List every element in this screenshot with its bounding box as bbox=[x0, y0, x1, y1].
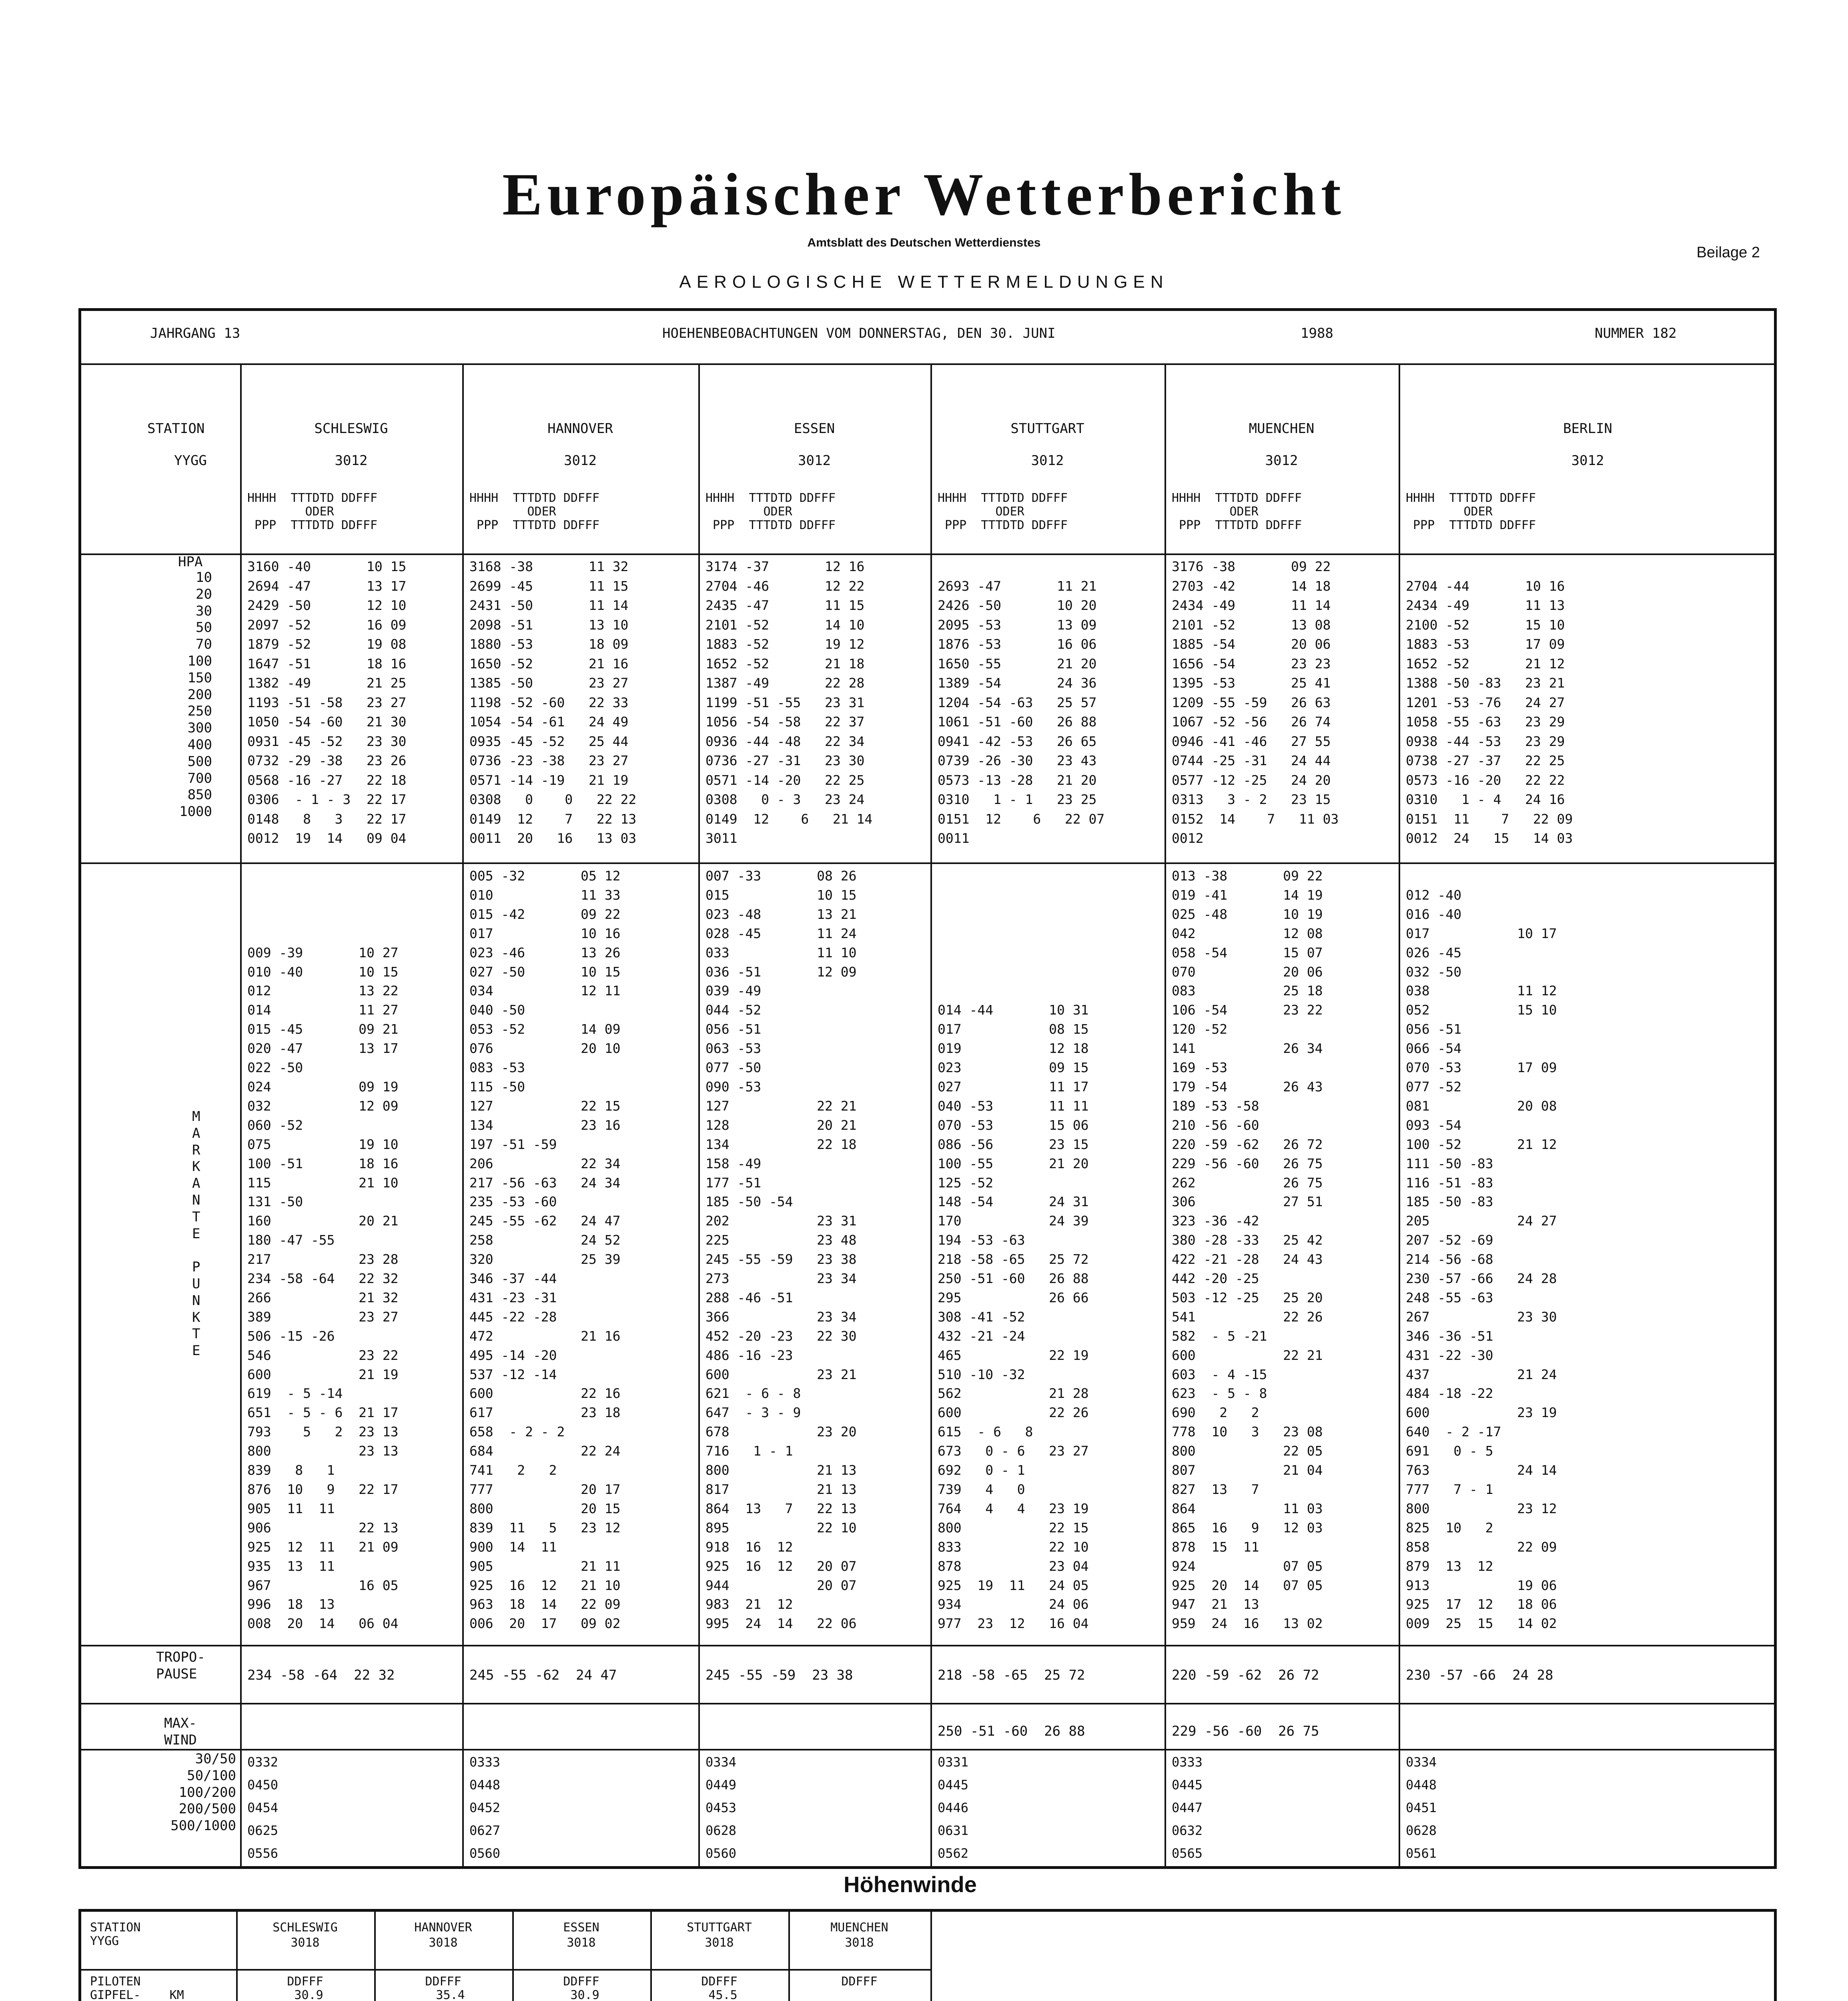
hw-col-divider bbox=[236, 1909, 238, 2001]
station-name: BERLIN bbox=[1563, 421, 1612, 437]
station-name: ESSEN bbox=[794, 421, 835, 437]
hw-station-yygg: 3018 bbox=[845, 1936, 874, 1950]
hw-station-label: STATION YYGG bbox=[90, 1921, 141, 1948]
hw-station-name: HANNOVER bbox=[414, 1921, 472, 1935]
tropopause-label: TROPO- PAUSE bbox=[156, 1649, 205, 1682]
thickness-values: 0333 0445 0447 0632 0565 bbox=[1172, 1754, 1203, 1861]
upper-row-divider bbox=[78, 862, 1777, 864]
hw-station-name: SCHLESWIG bbox=[273, 1921, 338, 1935]
upper-col-divider bbox=[1165, 363, 1166, 1869]
upper-row-divider bbox=[78, 1749, 1777, 1750]
yygg-label: YYGG bbox=[174, 453, 207, 469]
hw-pilot-values: DDFFF bbox=[841, 1975, 878, 1989]
column-header: ODER bbox=[1406, 505, 1493, 519]
marked-points: 012 -40 016 -40 017 10 17 026 -45 032 -50 038 11 12 052 15 10 056 -51 066 -54 070 -53 17 09 077 -52 081 20 08 093 -54 100 -52 21 12 111 -50 -83 116 -51 -83 185 -50 -83 205 24 27 207 -52 -69 214 -56 -68 230 -57 -66 24 28 248 -55 -63 267 23 30 346 -36 -51 431 -22 -30 437 21 24 484 -18 -22 600 23 19 640 - 2 -17 691 0 - 5 763 24 14 777 7 - 1 800 23 12 825 10 2 858 22 09 879 13 12 913 19 06 925 17 12 18 06 009 25 15 14 02 bbox=[1406, 887, 1557, 1632]
station-name: STUTTGART bbox=[1010, 421, 1084, 437]
tropopause-value: 234 -58 -64 22 32 bbox=[247, 1667, 395, 1683]
column-header: ODER bbox=[938, 505, 1024, 519]
column-header: PPP TTTDTD DDFFF bbox=[247, 518, 378, 532]
upper-col-divider bbox=[1399, 363, 1400, 1869]
column-header: HHHH TTTDTD DDFFF bbox=[247, 491, 378, 505]
hw-row-divider bbox=[78, 1969, 930, 1971]
hw-pilot-values: DDFFF 30.9 bbox=[563, 1975, 599, 2001]
volume-label: JAHRGANG 13 bbox=[150, 325, 241, 341]
column-header: PPP TTTDTD DDFFF bbox=[1406, 518, 1536, 532]
max-wind-value: 229 -56 -60 26 75 bbox=[1172, 1723, 1319, 1739]
height-winds-title: Höhenwinde bbox=[844, 1872, 977, 1897]
tropopause-value: 245 -55 -59 23 38 bbox=[706, 1667, 853, 1683]
hw-col-divider bbox=[650, 1909, 652, 2001]
hw-pilot-label: PILOTEN GIPFEL- KM bbox=[90, 1975, 184, 2001]
thickness-labels: 30/50 50/100 100/200 200/500 500/1000 bbox=[170, 1751, 236, 1834]
subtitle: Amtsblatt des Deutschen Wetterdienstes bbox=[807, 236, 1041, 249]
column-header: ODER bbox=[469, 505, 556, 519]
upper-col-divider bbox=[930, 363, 932, 1869]
hw-station-name: ESSEN bbox=[563, 1921, 599, 1935]
column-header: PPP TTTDTD DDFFF bbox=[1172, 518, 1302, 532]
column-header: HHHH TTTDTD DDFFF bbox=[1406, 491, 1536, 505]
hw-pilot-values: DDFFF 45.5 bbox=[701, 1975, 738, 2001]
hw-station-yygg: 3018 bbox=[291, 1936, 320, 1950]
issue-number: NUMMER 182 bbox=[1595, 325, 1677, 341]
tropopause-value: 245 -55 -62 24 47 bbox=[469, 1667, 617, 1683]
info-bar-divider bbox=[78, 363, 1777, 365]
column-header: HHHH TTTDTD DDFFF bbox=[1172, 491, 1302, 505]
column-header: HHHH TTTDTD DDFFF bbox=[938, 491, 1068, 505]
upper-row-divider bbox=[78, 1703, 1777, 1704]
column-header: HHHH TTTDTD DDFFF bbox=[469, 491, 600, 505]
year-label: 1988 bbox=[1301, 325, 1333, 341]
hw-col-divider bbox=[512, 1909, 514, 2001]
column-header: ODER bbox=[247, 505, 334, 519]
section-title: AEROLOGISCHE WETTERMELDUNGEN bbox=[679, 272, 1169, 292]
marked-points: 007 -33 08 26 015 10 15 023 -48 13 21 028 -45 11 24 033 11 10 036 -51 12 09 039 -49 044 -52 056 -51 063 -53 077 -50 090 -53 127 22 21 128 20 21 134 22 18 158 -49 177 -51 185 -50 -54 202 23 31 225 23 48 245 -55 -59 23 38 273 23 34 288 -46 -51 366 23 34 452 -20 -23 22 30 486 -16 -23 600 23 21 621 - 6 - 8 647 - 3 - 9 678 23 20 716 1 - 1 800 21 13 817 21 13 864 13 7 22 13 895 22 10 918 16 12 925 16 12 20 07 944 20 07 983 21 12 995 24 14 22 06 bbox=[706, 868, 857, 1632]
max-wind-label: MAX- WIND bbox=[164, 1715, 197, 1748]
standard-levels: 2704 -44 10 16 2434 -49 11 13 2100 -52 15 10 1883 -53 17 09 1652 -52 21 12 1388 -50 -83 23 21 1201 -53 -76 24 27 1058 -55 -63 23 29 0938 -44 -53 23 29 0738 -27 -37 22 25 0573 -16 -20 22 22 0310 1 - 4 24 16 0151 11 7 22 09 0012 24 15 14 03 bbox=[1406, 578, 1573, 846]
hw-station-name: STUTTGART bbox=[687, 1921, 752, 1935]
standard-levels: 3174 -37 12 16 2704 -46 12 22 2435 -47 11 15 2101 -52 14 10 1883 -52 19 12 1652 -52 21 18 1387 -49 22 28 1199 -51 -55 23 31 1056 -54 -58 22 37 0936 -44 -48 22 34 0736 -27 -31 23 30 0571 -14 -20 22 25 0308 0 - 3 23 24 0149 12 6 21 14 3011 bbox=[706, 559, 873, 846]
column-header: PPP TTTDTD DDFFF bbox=[469, 518, 600, 532]
hw-station-yygg: 3018 bbox=[705, 1936, 734, 1950]
column-header: HHHH TTTDTD DDFFF bbox=[706, 491, 836, 505]
hw-col-divider bbox=[374, 1909, 376, 2001]
column-header: ODER bbox=[706, 505, 792, 519]
column-header: ODER bbox=[1172, 505, 1259, 519]
tropopause-value: 230 -57 -66 24 28 bbox=[1406, 1667, 1553, 1683]
page-title: Europäischer Wetterbericht bbox=[502, 161, 1346, 228]
upper-row-divider bbox=[78, 553, 1777, 555]
pressure-levels: 10 20 30 50 70 100 150 200 250 300 400 500 700 850 1000 bbox=[179, 569, 212, 820]
marked-points-label: M A R K A N T E P U N K T E bbox=[192, 1109, 200, 1359]
upper-col-divider bbox=[698, 363, 700, 1869]
station-yygg: 3012 bbox=[564, 453, 597, 469]
max-wind-value: 250 -51 -60 26 88 bbox=[938, 1723, 1085, 1739]
standard-levels: 3168 -38 11 32 2699 -45 11 15 2431 -50 11 14 2098 -51 13 10 1880 -53 18 09 1650 -52 21 16 1385 -50 23 27 1198 -52 -60 22 33 1054 -54 -61 24 49 0935 -45 -52 25 44 0736 -23 -38 23 27 0571 -14 -19 21 19 0308 0 0 22 22 0149 12 7 22 13 0011 20 16 13 03 bbox=[469, 559, 637, 846]
station-yygg: 3012 bbox=[1571, 453, 1604, 469]
station-label: STATION bbox=[147, 421, 205, 437]
hpa-label: HPA bbox=[178, 554, 203, 570]
upper-col-divider bbox=[240, 363, 242, 1869]
standard-levels: 2693 -47 11 21 2426 -50 10 20 2095 -53 13 09 1876 -53 16 06 1650 -55 21 20 1389 -54 24 36 1204 -54 -63 25 57 1061 -51 -60 26 88 0941 -42 -53 26 65 0739 -26 -30 23 43 0573 -13 -28 21 20 0310 1 - 1 23 25 0151 12 6 22 07 0011 bbox=[938, 578, 1105, 846]
thickness-values: 0334 0448 0451 0628 0561 bbox=[1406, 1754, 1437, 1861]
marked-points: 013 -38 09 22 019 -41 14 19 025 -48 10 19 042 12 08 058 -54 15 07 070 20 06 083 25 18 106 -54 23 22 120 -52 141 26 34 169 -53 179 -54 26 43 189 -53 -58 210 -56 -60 220 -59 -62 26 72 229 -56 -60 26 75 262 26 75 306 27 51 323 -36 -42 380 -28 -33 25 42 422 -21 -28 24 43 442 -20 -25 503 -12 -25 25 20 541 22 26 582 - 5 -21 600 22 21 603 - 4 -15 623 - 5 - 8 690 2 2 778 10 3 23 08 800 22 05 807 21 04 827 13 7 864 11 03 865 16 9 12 03 878 15 11 924 07 05 925 20 14 07 05 947 21 13 959 24 16 13 02 bbox=[1172, 868, 1323, 1632]
observation-label: HOEHENBEOBACHTUNGEN VOM DONNERSTAG, DEN 30. JUNI bbox=[662, 325, 1056, 341]
marked-points: 005 -32 05 12 010 11 33 015 -42 09 22 017 10 16 023 -46 13 26 027 -50 10 15 034 12 11 040 -50 053 -52 14 09 076 20 10 083 -53 115 -50 127 22 15 134 23 16 197 -51 -59 206 22 34 217 -56 -63 24 34 235 -53 -60 245 -55 -62 24 47 258 24 52 320 25 39 346 -37 -44 431 -23 -31 445 -22 -28 472 21 16 495 -14 -20 537 -12 -14 600 22 16 617 23 18 658 - 2 - 2 684 22 24 741 2 2 777 20 17 800 20 15 839 11 5 23 12 900 14 11 905 21 11 925 16 12 21 10 963 18 14 22 09 006 20 17 09 02 bbox=[469, 868, 621, 1632]
station-yygg: 3012 bbox=[335, 453, 368, 469]
station-yygg: 3012 bbox=[798, 453, 831, 469]
upper-col-divider bbox=[462, 363, 464, 1869]
standard-levels: 3176 -38 09 22 2703 -42 14 18 2434 -49 11 14 2101 -52 13 08 1885 -54 20 06 1656 -54 23 23 1395 -53 25 41 1209 -55 -59 26 63 1067 -52 -56 26 74 0946 -41 -46 27 55 0744 -25 -31 24 44 0577 -12 -25 24 20 0313 3 - 2 23 15 0152 14 7 11 03 0012 bbox=[1172, 559, 1339, 846]
tropopause-value: 220 -59 -62 26 72 bbox=[1172, 1667, 1319, 1683]
thickness-values: 0331 0445 0446 0631 0562 bbox=[938, 1754, 969, 1861]
thickness-values: 0334 0449 0453 0628 0560 bbox=[706, 1754, 737, 1861]
hw-station-yygg: 3018 bbox=[567, 1936, 596, 1950]
hw-station-name: MUENCHEN bbox=[830, 1921, 888, 1935]
station-yygg: 3012 bbox=[1031, 453, 1064, 469]
supplement-label: Beilage 2 bbox=[1696, 244, 1760, 261]
hw-pilot-values: DDFFF 30.9 bbox=[287, 1975, 323, 2001]
hw-pilot-values: DDFFF 35.4 bbox=[425, 1975, 465, 2001]
hw-col-divider bbox=[930, 1909, 932, 2001]
hw-station-yygg: 3018 bbox=[429, 1936, 458, 1950]
station-name: MUENCHEN bbox=[1249, 421, 1315, 437]
tropopause-value: 218 -58 -65 25 72 bbox=[938, 1667, 1085, 1683]
hw-col-divider bbox=[788, 1909, 790, 2001]
column-header: PPP TTTDTD DDFFF bbox=[706, 518, 836, 532]
marked-points: 009 -39 10 27 010 -40 10 15 012 13 22 014 11 27 015 -45 09 21 020 -47 13 17 022 -50 024 09 19 032 12 09 060 -52 075 19 10 100 -51 18 16 115 21 10 131 -50 160 20 21 180 -47 -55 217 23 28 234 -58 -64 22 32 266 21 32 389 23 27 506 -15 -26 546 23 22 600 21 19 619 - 5 -14 651 - 5 - 6 21 17 793 5 2 23 13 800 23 13 839 8 1 876 10 9 22 17 905 11 11 906 22 13 925 12 11 21 09 935 13 11 967 16 05 996 18 13 008 20 14 06 04 bbox=[247, 944, 399, 1632]
station-name: HANNOVER bbox=[547, 421, 613, 437]
upper-row-divider bbox=[78, 1645, 1777, 1646]
thickness-values: 0332 0450 0454 0625 0556 bbox=[247, 1754, 279, 1861]
standard-levels: 3160 -40 10 15 2694 -47 13 17 2429 -50 12 10 2097 -52 16 09 1879 -52 19 08 1647 -51 18 16 1382 -49 21 25 1193 -51 -58 23 27 1050 -54 -60 21 30 0931 -45 -52 23 30 0732 -29 -38 23 26 0568 -16 -27 22 18 0306 - 1 - 3 22 17 0148 8 3 22 17 0012 19 14 09 04 bbox=[247, 559, 407, 846]
station-yygg: 3012 bbox=[1265, 453, 1298, 469]
thickness-values: 0333 0448 0452 0627 0560 bbox=[469, 1754, 501, 1861]
column-header: PPP TTTDTD DDFFF bbox=[938, 518, 1068, 532]
marked-points: 014 -44 10 31 017 08 15 019 12 18 023 09 15 027 11 17 040 -53 11 11 070 -53 15 06 086 -56 23 15 100 -55 21 20 125 -52 148 -54 24 31 170 24 39 194 -53 -63 218 -58 -65 25 72 250 -51 -60 26 88 295 26 66 308 -41 -52 432 -21 -24 465 22 19 510 -10 -32 562 21 28 600 22 26 615 - 6 8 673 0 - 6 23 27 692 0 - 1 739 4 0 764 4 4 23 19 800 22 15 833 22 10 878 23 04 925 19 11 24 05 934 24 06 977 23 12 16 04 bbox=[938, 1002, 1089, 1632]
station-name: SCHLESWIG bbox=[314, 421, 388, 437]
